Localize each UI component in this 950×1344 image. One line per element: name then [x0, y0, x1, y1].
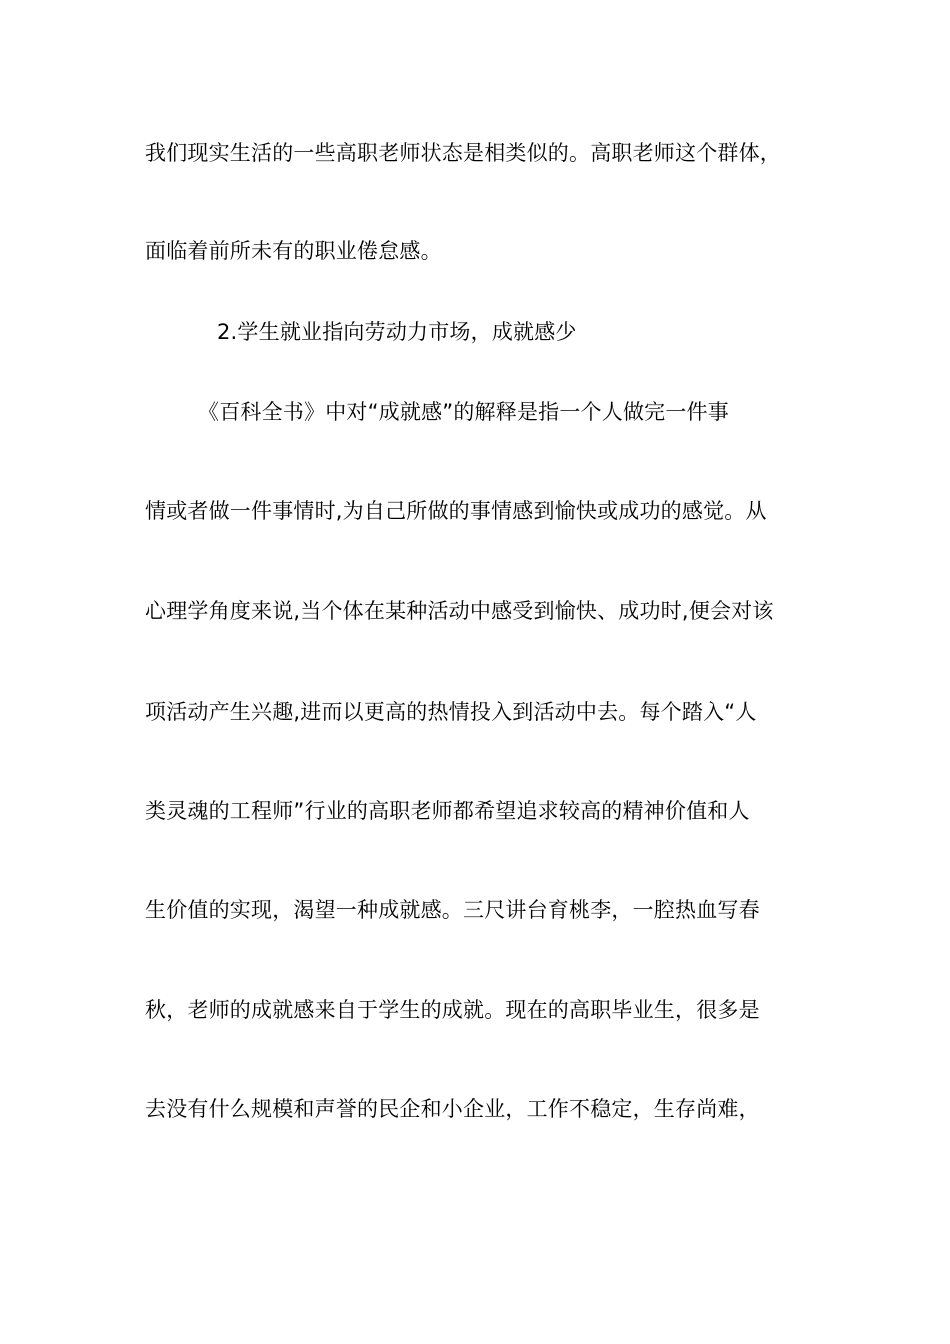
text-line: 情或者做一件事情时,为自己所做的事情感到愉快或成功的感觉。从 — [145, 499, 767, 523]
text-line: 生价值的实现，渴望一种成就感。三尺讲台育桃李，一腔热血写春 — [145, 898, 760, 922]
text-line: 秋，老师的成就感来自于学生的成就。现在的高职毕业生，很多是 — [145, 998, 760, 1022]
text-line: 项活动产生兴趣,进而以更高的热情投入到活动中去。每个踏入“人 — [145, 700, 757, 724]
paragraph-first-line: 《百科全书》中对“成就感”的解释是指一个人做完一件事 — [198, 400, 729, 424]
text-line: 类灵魂的工程师”行业的高职老师都希望追求较高的精神价值和人 — [145, 799, 750, 823]
text-line: 我们现实生活的一些高职老师状态是相类似的。高职老师这个群体， — [145, 141, 781, 165]
section-heading: 2.学生就业指向劳动力市场，成就感少 — [217, 320, 577, 344]
text-line: 去没有什么规模和声誉的民企和小企业，工作不稳定，生存尚难， — [145, 1097, 760, 1121]
text-line: 心理学角度来说,当个体在某种活动中感受到愉快、成功时,便会对该 — [145, 599, 774, 623]
text-line: 面临着前所未有的职业倦怠感。 — [145, 239, 442, 263]
